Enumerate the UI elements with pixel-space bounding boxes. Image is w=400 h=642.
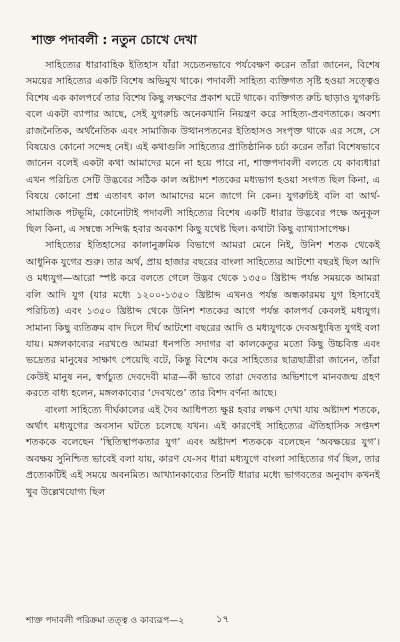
page-number: ১৭: [216, 614, 229, 625]
running-footer-title: শাক্ত পদাবলী পরিক্রমা তত্ত্ব ও কাব্যরূপ—২: [26, 616, 185, 626]
page-footer: [26, 613, 380, 628]
paragraph-3: বাংলা সাহিত্যে দীর্ঘকালের এই দৈব আধিপত্য ক্ষুণ্ণ হবার লক্ষণ দেখা যায় অষ্টাদশ শতকে, অর্থাৎ মধ্যযুগের অবসান ঘটতে চলেছে যখন। এই কারণেই সাহিত্যের ঐতিহাসিক সপ্তদশ শতককে বলেছেন ‘স্থিতিস্থাপকতার যুগ’ এবং অষ্টাদশ শতককে বলেছেন ‘অবক্ষয়ের যুগ’। অবক্ষয় সুনিশ্চিত ভাবেই বলা যায়, কারণ যে-সব ধারা মধ্যযুগে বাংলা সাহিত্যের গর্ব ছিল, তার প্রত্যেকটিই এই সময়ে অবনমিত। আখ্যানকাব্যের তিনটি ধারার মধ্যে ভাগবতের অনুবাদ কখনই খুব উল্লেখযোগ্য ছিল: [26, 404, 380, 498]
chapter-title: শাক্ত পদাবলী : নতুন চোখে দেখা: [32, 32, 197, 47]
paragraph-2: সাহিত্যের ইতিহাসের কালানুক্রমিক বিভাগে আমরা মেনে নিই, উনিশ শতক থেকেই আধুনিক যুগের শুরু। তার অর্থ, প্রায় হাজার বছরের বাংলা সাহিত্যের আটশো বছরই ছিল আদি ও মধ্যযুগ—আরো স্পষ্ট করে বলতে গেলে উদ্ভব থেকে ১৩৫০ খ্রিষ্টাব্দ পর্যন্ত সময়কে আমরা বলি আদি যুগ (যার মধ্যে ১২০০-১৩৫০ খ্রিষ্টাব্দ এখনও পর্যন্ত অন্ধকারময় যুগ হিসাবেই পরিচিত) এবং ১৩৫০ খ্রিষ্টাব্দ থেকে উনিশ শতকের আগে পর্যন্ত কালপর্ব কেবলই মধ্যযুগ। সামান্য কিছু ব্যতিক্রম বাদ দিলে দীর্ঘ আটশো বছরের আদি ও মধ্যযুগকে দেবঅধ্যুষিত যুগই বলা যায়। মঙ্গলকাব্যের নরখণ্ডে আমরা ধনপতি সদাগর বা কালকেতুর মতো কিছু উচ্চবিত্ত এবং ভদ্রেতর মানুষের সাক্ষাৎ পেয়েছি বটে, কিন্তু বিশেষ করে সাহিত্যের ছাত্রছাত্রীরা জানেন, তাঁরা কেউই মানুষ নন, স্বর্গচ্যুত দেবদেবী মাত্র—কী ভাবে তারা দেবতার অভিশাপে মানবজন্ম গ্রহণ করতে বাধ্য হলেন, মঙ্গলকাব্যের ‘দেবখণ্ডে’ তার বিশদ বর্ণনা আছে।: [26, 240, 380, 400]
body-text: [26, 58, 380, 501]
paragraph-1: সাহিত্যের ধারাবাহিক ইতিহাস যাঁরা সচেতনভাবে পর্যবেক্ষণ করেন তাঁরা জানেন, বিশেষ সময়ের সাহিত্যের একটি বিশেষ অভিমুখ থাকে। পদাবলী সাহিত্য ব্যক্তিগত সৃষ্টি হওয়া সত্ত্বেও বিশেষ এক কালপর্বে তার বিশেষ কিছু লক্ষণের প্রকাশ ঘটে থাকে। ব্যক্তিগত রুচি ছাড়াও যুগরুচি বলে একটা ব্যাপার আছে, সেই যুগরুচি অনেকখানি নিয়ন্ত্রণ করে সাহিত্য-প্রবণতাকে। অবশ্য রাজনৈতিক, অর্থনৈতিক এবং সামাজিক উত্থানপতনের ইতিহাসও সংপৃক্ত থাকে এর সঙ্গে, সে বিষয়েও কোনো সন্দেহ নেই। এই কথাগুলি সাহিত্যের প্রাতিষ্ঠানিক চর্চা করেন তাঁরা বিশেষভাবে জানেন বলেই একটা কথা আমাদের মনে না হয়ে পারে না, শাক্তপদাবলী বলতে যে কাব্যধারা এখন পরিচিত সেটি উদ্ভবের সঠিক কাল অষ্টাদশ শতকের মধ্যভাগ হওয়া সংগত ছিল কিনা, এ বিষয়ে কোনো প্রশ্ন এতাবৎ কাল আমাদের মনে জাগে নি কেন। যুগরুচিই বলি বা আর্থ-সামাজিক পটভূমি, কোনোটাই পদাবলী সাহিত্যের বিশেষ একটি ধারার উদ্ভবের পক্ষে অনুকূল ছিল কিনা, এ সম্বন্ধে সন্দিগ্ধ হবার অবকাশ কিছু যথেষ্ট ছিল। কথাটা কিছু ব্যাখ্যাসাপেক্ষ।: [26, 60, 380, 236]
